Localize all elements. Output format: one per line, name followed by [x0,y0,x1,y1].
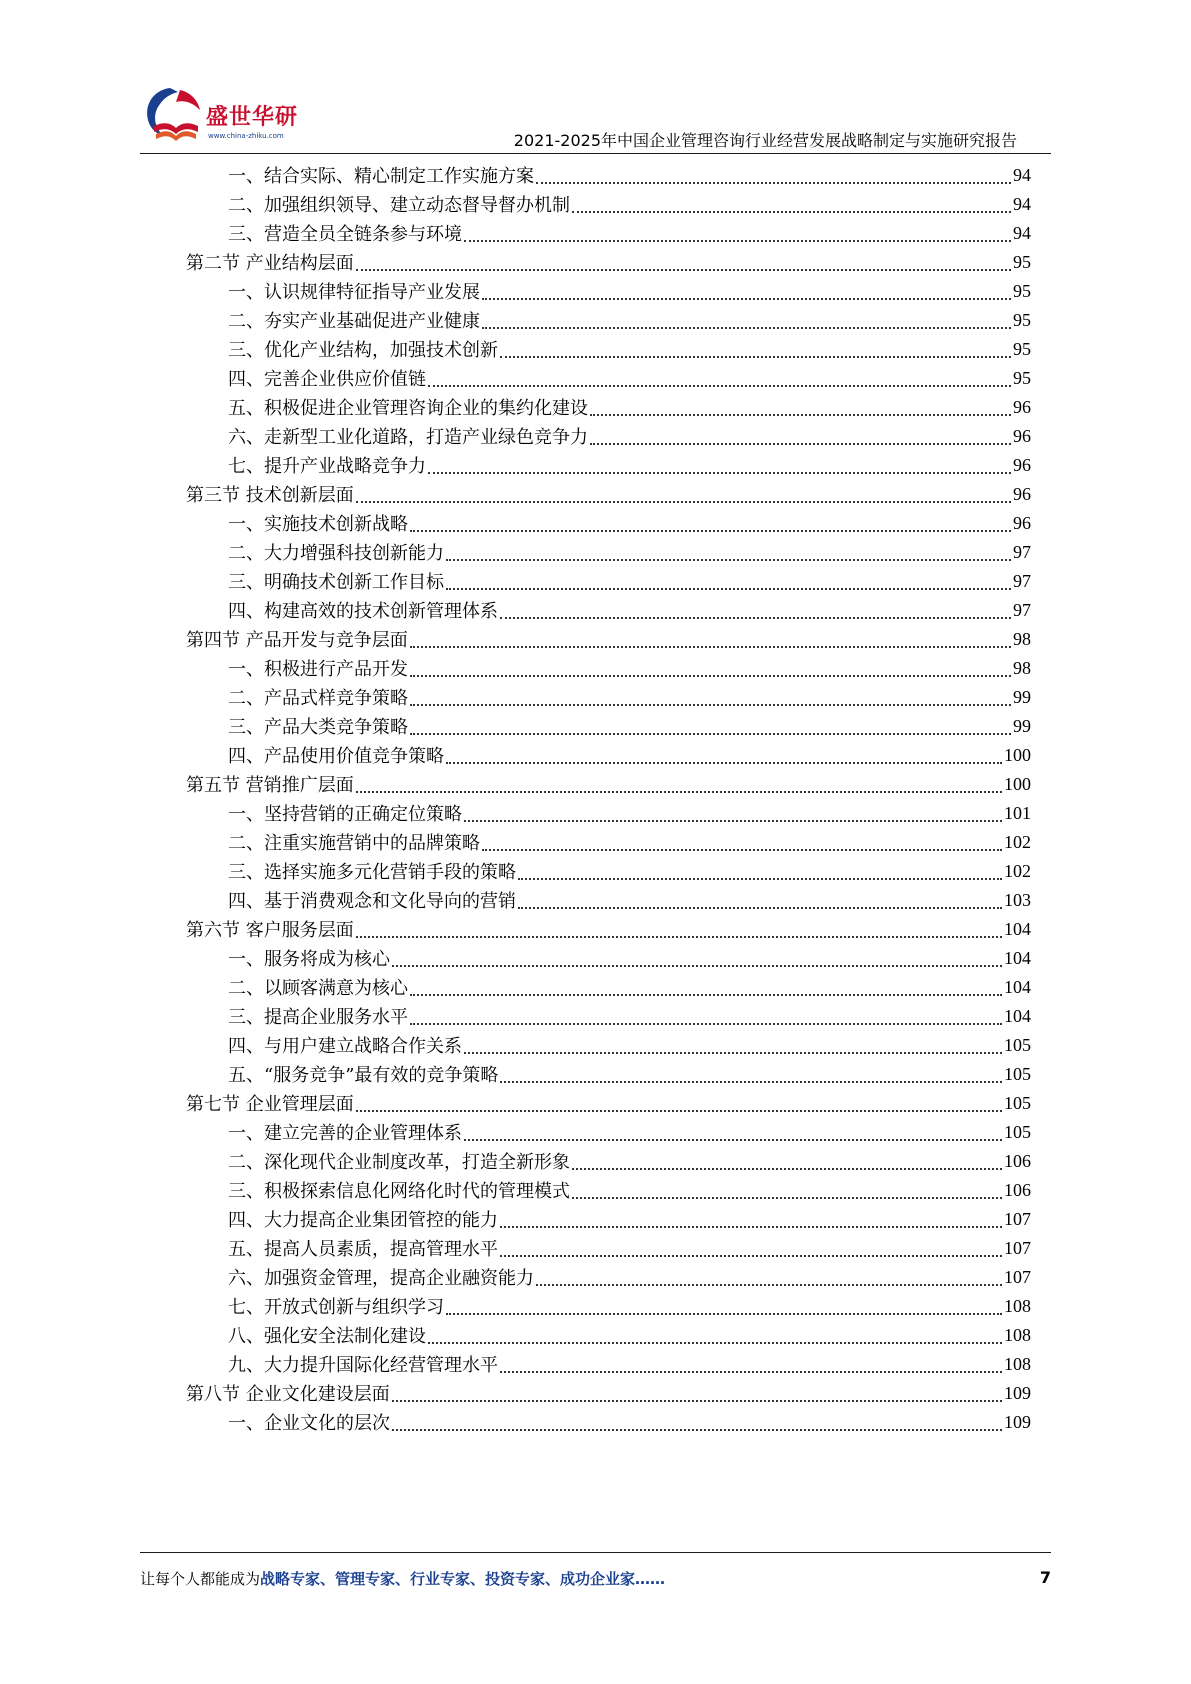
toc-dot-leader [356,1109,1002,1112]
toc-entry-title: 一、建立完善的企业管理体系 [228,1123,462,1144]
toc-subsection-entry[interactable] [228,160,1031,190]
toc-entry-page: 97 [1013,599,1031,620]
toc-dot-leader [518,906,1002,909]
toc-subsection-entry[interactable] [228,972,1031,1002]
toc-section-entry[interactable] [186,769,1031,799]
toc-section-entry[interactable] [186,479,1031,509]
toc-entry-page: 99 [1013,715,1031,736]
toc-entry-title: 一、积极进行产品开发 [228,659,408,680]
toc-dot-leader [392,1399,1002,1402]
toc-subsection-entry[interactable] [228,711,1031,741]
toc-entry-title: 第六节 客户服务层面 [186,920,354,941]
toc-subsection-entry[interactable] [228,798,1031,828]
toc-entry-title: 七、开放式创新与组织学习 [228,1297,444,1318]
toc-entry-title: 第五节 营销推广层面 [186,775,354,796]
toc-entry-page: 100 [1004,744,1031,765]
toc-entry-page: 104 [1004,1005,1031,1026]
toc-entry-page: 96 [1013,483,1031,504]
toc-entry-page: 98 [1013,628,1031,649]
toc-entry-title: 一、结合实际、精心制定工作实施方案 [228,166,534,187]
toc-entry-page: 105 [1004,1063,1031,1084]
toc-subsection-entry[interactable] [228,1204,1031,1234]
report-title: 2021-2025年中国企业管理咨询行业经营发展战略制定与实施研究报告 [513,131,1017,150]
toc-subsection-entry[interactable] [228,1349,1031,1379]
toc-subsection-entry[interactable] [228,189,1031,219]
toc-entry-title: 一、企业文化的层次 [228,1413,390,1434]
footer-slogan-roles: 战略专家、管理专家、行业专家、投资专家、成功企业家…… [260,1570,666,1588]
toc-subsection-entry[interactable] [228,1233,1031,1263]
toc-entry-page: 104 [1004,918,1031,939]
toc-section-entry[interactable] [186,914,1031,944]
toc-dot-leader [500,1080,1002,1083]
toc-entry-page: 97 [1013,541,1031,562]
toc-dot-leader [464,819,1002,822]
toc-entry-page: 104 [1004,947,1031,968]
company-logo [140,82,330,152]
toc-subsection-entry[interactable] [228,1320,1031,1350]
toc-subsection-entry[interactable] [228,218,1031,248]
footer-divider [140,1552,1051,1553]
toc-dot-leader [356,790,1002,793]
toc-entry-title: 七、提升产业战略竞争力 [228,456,426,477]
toc-subsection-entry[interactable] [228,392,1031,422]
toc-dot-leader [446,1312,1002,1315]
toc-subsection-entry[interactable] [228,1117,1031,1147]
toc-entry-page: 100 [1004,773,1031,794]
toc-entry-page: 102 [1004,831,1031,852]
toc-subsection-entry[interactable] [228,450,1031,480]
toc-entry-page: 101 [1004,802,1031,823]
toc-dot-leader [410,993,1002,996]
header-divider [140,153,1051,154]
toc-entry-page: 95 [1013,367,1031,388]
toc-subsection-entry[interactable] [228,1059,1031,1089]
logo-url: www.china-zhiku.com [208,132,284,140]
toc-entry-page: 108 [1004,1324,1031,1345]
toc-entry-title: 四、产品使用价值竞争策略 [228,746,444,767]
toc-section-entry[interactable] [186,624,1031,654]
toc-entry-title: 第七节 企业管理层面 [186,1094,354,1115]
page-footer [140,1568,1051,1598]
toc-entry-title: 三、优化产业结构，加强技术创新 [228,340,498,361]
toc-entry-title: 三、选择实施多元化营销手段的策略 [228,862,516,883]
toc-subsection-entry[interactable] [228,1146,1031,1176]
toc-entry-title: 二、加强组织领导、建立动态督导督办机制 [228,195,570,216]
toc-dot-leader [446,558,1011,561]
toc-dot-leader [428,384,1011,387]
toc-entry-title: 四、与用户建立战略合作关系 [228,1036,462,1057]
toc-entry-title: 二、夯实产业基础促进产业健康 [228,311,480,332]
toc-subsection-entry[interactable] [228,1291,1031,1321]
toc-dot-leader [392,964,1002,967]
toc-dot-leader [536,1283,1002,1286]
toc-entry-page: 96 [1013,396,1031,417]
toc-entry-page: 95 [1013,280,1031,301]
toc-entry-page: 95 [1013,338,1031,359]
toc-subsection-entry[interactable] [228,943,1031,973]
toc-entry-title: 第八节 企业文化建设层面 [186,1384,390,1405]
toc-subsection-entry[interactable] [228,537,1031,567]
toc-dot-leader [410,529,1011,532]
toc-entry-title: 四、构建高效的技术创新管理体系 [228,601,498,622]
toc-subsection-entry[interactable] [228,566,1031,596]
toc-entry-title: 一、认识规律特征指导产业发展 [228,282,480,303]
toc-dot-leader [500,1370,1002,1373]
toc-entry-page: 107 [1004,1208,1031,1229]
toc-subsection-entry[interactable] [228,1175,1031,1205]
toc-section-entry[interactable] [186,1088,1031,1118]
toc-entry-title: 五、提高人员素质，提高管理水平 [228,1239,498,1260]
toc-subsection-entry[interactable] [228,508,1031,538]
toc-subsection-entry[interactable] [228,885,1031,915]
toc-entry-title: 二、产品式样竞争策略 [228,688,408,709]
toc-dot-leader [410,732,1011,735]
toc-dot-leader [572,210,1011,213]
toc-dot-leader [572,1167,1002,1170]
toc-entry-title: 三、产品大类竞争策略 [228,717,408,738]
toc-dot-leader [446,761,1002,764]
toc-dot-leader [410,703,1011,706]
toc-entry-page: 106 [1004,1150,1031,1171]
toc-entry-page: 105 [1004,1034,1031,1055]
toc-dot-leader [590,413,1011,416]
toc-dot-leader [464,239,1011,242]
toc-entry-title: 六、加强资金管理，提高企业融资能力 [228,1268,534,1289]
footer-slogan-lead: 让每个人都能成为 [140,1570,261,1588]
toc-entry-page: 107 [1004,1266,1031,1287]
toc-dot-leader [482,848,1002,851]
toc-subsection-entry[interactable] [228,1407,1031,1437]
toc-dot-leader [500,1254,1002,1257]
toc-entry-title: 一、实施技术创新战略 [228,514,408,535]
toc-entry-page: 108 [1004,1353,1031,1374]
toc-entry-page: 105 [1004,1092,1031,1113]
toc-entry-page: 99 [1013,686,1031,707]
toc-entry-title: 第四节 产品开发与竞争层面 [186,630,408,651]
toc-dot-leader [356,268,1011,271]
toc-entry-page: 96 [1013,425,1031,446]
toc-entry-page: 103 [1004,889,1031,910]
toc-dot-leader [410,1022,1002,1025]
toc-entry-page: 95 [1013,251,1031,272]
toc-dot-leader [356,935,1002,938]
toc-entry-title: 五、积极促进企业管理咨询企业的集约化建设 [228,398,588,419]
page-header [0,0,1191,160]
toc-entry-title: 二、以顾客满意为核心 [228,978,408,999]
toc-subsection-entry[interactable] [228,740,1031,770]
toc-subsection-entry[interactable] [228,595,1031,625]
toc-section-entry[interactable] [186,247,1031,277]
toc-dot-leader [410,645,1011,648]
toc-entry-page: 105 [1004,1121,1031,1142]
toc-dot-leader [464,1138,1002,1141]
toc-subsection-entry[interactable] [228,856,1031,886]
toc-subsection-entry[interactable] [228,276,1031,306]
toc-entry-title: 三、明确技术创新工作目标 [228,572,444,593]
toc-entry-title: 第二节 产业结构层面 [186,253,354,274]
toc-entry-page: 109 [1004,1382,1031,1403]
toc-dot-leader [500,355,1011,358]
toc-entry-title: 一、坚持营销的正确定位策略 [228,804,462,825]
page-number: 7 [1039,1568,1051,1587]
toc-entry-page: 95 [1013,309,1031,330]
toc-dot-leader [392,1428,1002,1431]
toc-entry-title: 六、走新型工业化道路，打造产业绿色竞争力 [228,427,588,448]
toc-entry-title: 二、深化现代企业制度改革，打造全新形象 [228,1152,570,1173]
toc-entry-page: 102 [1004,860,1031,881]
toc-entry-title: 九、大力提升国际化经营管理水平 [228,1355,498,1376]
toc-entry-page: 106 [1004,1179,1031,1200]
toc-entry-page: 94 [1013,164,1031,185]
toc-entry-page: 104 [1004,976,1031,997]
toc-dot-leader [500,1225,1002,1228]
toc-entry-title: 五、“服务竞争”最有效的竞争策略 [228,1065,499,1086]
toc-entry-title: 二、注重实施营销中的品牌策略 [228,833,480,854]
toc-dot-leader [356,500,1011,503]
toc-entry-page: 108 [1004,1295,1031,1316]
toc-entry-title: 四、完善企业供应价值链 [228,369,426,390]
toc-dot-leader [482,326,1011,329]
toc-dot-leader [464,1051,1002,1054]
toc-entry-title: 八、强化安全法制化建设 [228,1326,426,1347]
toc-entry-page: 107 [1004,1237,1031,1258]
toc-subsection-entry[interactable] [228,305,1031,335]
toc-entry-page: 97 [1013,570,1031,591]
toc-section-entry[interactable] [186,1378,1031,1408]
toc-subsection-entry[interactable] [228,421,1031,451]
toc-entry-page: 94 [1013,222,1031,243]
toc-entry-page: 94 [1013,193,1031,214]
toc-dot-leader [410,674,1011,677]
toc-subsection-entry[interactable] [228,682,1031,712]
toc-entry-page: 96 [1013,512,1031,533]
logo-name: 盛世华研 [206,105,299,130]
toc-entry-title: 第三节 技术创新层面 [186,485,354,506]
toc-entry-page: 98 [1013,657,1031,678]
toc-dot-leader [590,442,1011,445]
toc-subsection-entry[interactable] [228,1262,1031,1292]
toc-dot-leader [446,587,1011,590]
logo-emblem-icon [140,82,206,148]
toc-subsection-entry[interactable] [228,1030,1031,1060]
toc-entry-page: 96 [1013,454,1031,475]
toc-dot-leader [482,297,1011,300]
toc-entry-title: 三、积极探索信息化网络化时代的管理模式 [228,1181,570,1202]
toc-subsection-entry[interactable] [228,1001,1031,1031]
toc-entry-title: 四、大力提高企业集团管控的能力 [228,1210,498,1231]
toc-dot-leader [536,181,1011,184]
toc-subsection-entry[interactable] [228,363,1031,393]
toc-entry-title: 四、基于消费观念和文化导向的营销 [228,891,516,912]
toc-entry-title: 二、大力增强科技创新能力 [228,543,444,564]
toc-entry-title: 三、营造全员全链条参与环境 [228,224,462,245]
toc-entry-title: 三、提高企业服务水平 [228,1007,408,1028]
toc-subsection-entry[interactable] [228,334,1031,364]
toc-dot-leader [428,1341,1002,1344]
toc-entry-page: 109 [1004,1411,1031,1432]
toc-subsection-entry[interactable] [228,653,1031,683]
toc-entry-title: 一、服务将成为核心 [228,949,390,970]
toc-dot-leader [428,471,1011,474]
toc-dot-leader [518,877,1002,880]
toc-dot-leader [500,616,1011,619]
toc-subsection-entry[interactable] [228,827,1031,857]
toc-dot-leader [572,1196,1002,1199]
